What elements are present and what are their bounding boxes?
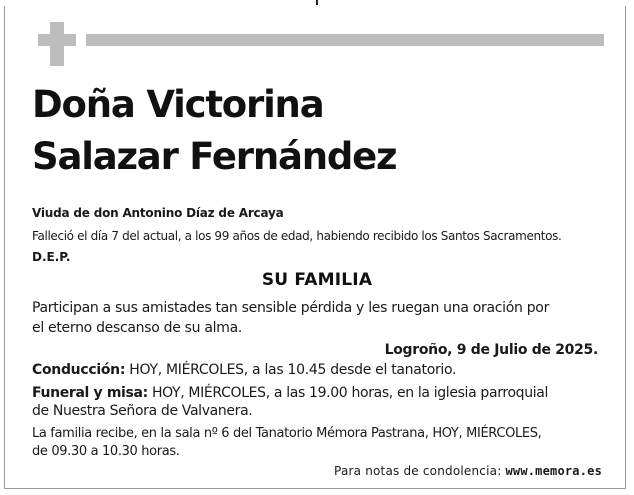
condolence-label: Para notas de condolencia:: [334, 464, 506, 478]
place-date: Logroño, 9 de Julio de 2025.: [384, 342, 598, 358]
reception-block: [32, 425, 541, 461]
widow-of-text: Viuda de don Antonino Díaz de Arcaya: [32, 206, 284, 220]
funeral-block: [32, 384, 548, 420]
reception-line-1: La familia recibe, en la sala nº 6 del Tanatorio Mémora Pastrana, HOY, MIÉRCOLES,: [32, 426, 542, 441]
family-message-line-1: Participan a sus amistades tan sensible pérdida y les ruegan una oración por: [32, 300, 550, 316]
header-divider-bar: [86, 34, 604, 46]
funeral-text: HOY, MIÉRCOLES, a las 19.00 horas, en la iglesia parroquial: [147, 385, 549, 401]
funeral-line-2: de Nuestra Señora de Valvanera.: [32, 403, 253, 419]
family-heading: SU FAMILIA: [261, 270, 373, 290]
condolence-footer: [334, 464, 602, 478]
funeral-line-1: [32, 384, 548, 402]
funeral-label: Funeral y misa:: [32, 385, 148, 401]
condolence-link[interactable]: www.memora.es: [505, 464, 602, 478]
conduccion-text: HOY, MIÉRCOLES, a las 10.45 desde el tanatorio.: [125, 362, 457, 378]
family-message-line-2: el eterno descanso de su alma.: [32, 320, 243, 336]
reception-line-2: de 09.30 a 10.30 horas.: [32, 444, 180, 459]
family-message: [32, 298, 549, 338]
conduccion-label: Conducción:: [32, 362, 126, 378]
deceased-name-line-1: Doña Victorina: [32, 83, 324, 126]
death-notice-text: Falleció el día 7 del actual, a los 99 años de edad, habiendo recibido los Santos Sacramentos.: [32, 229, 562, 243]
cross-icon-arm: [38, 34, 76, 46]
dep-text: D.E.P.: [32, 250, 71, 264]
deceased-name-line-2: Salazar Fernández: [32, 135, 397, 178]
conduccion-line: [32, 362, 456, 379]
top-divider-tick: [316, 0, 318, 5]
